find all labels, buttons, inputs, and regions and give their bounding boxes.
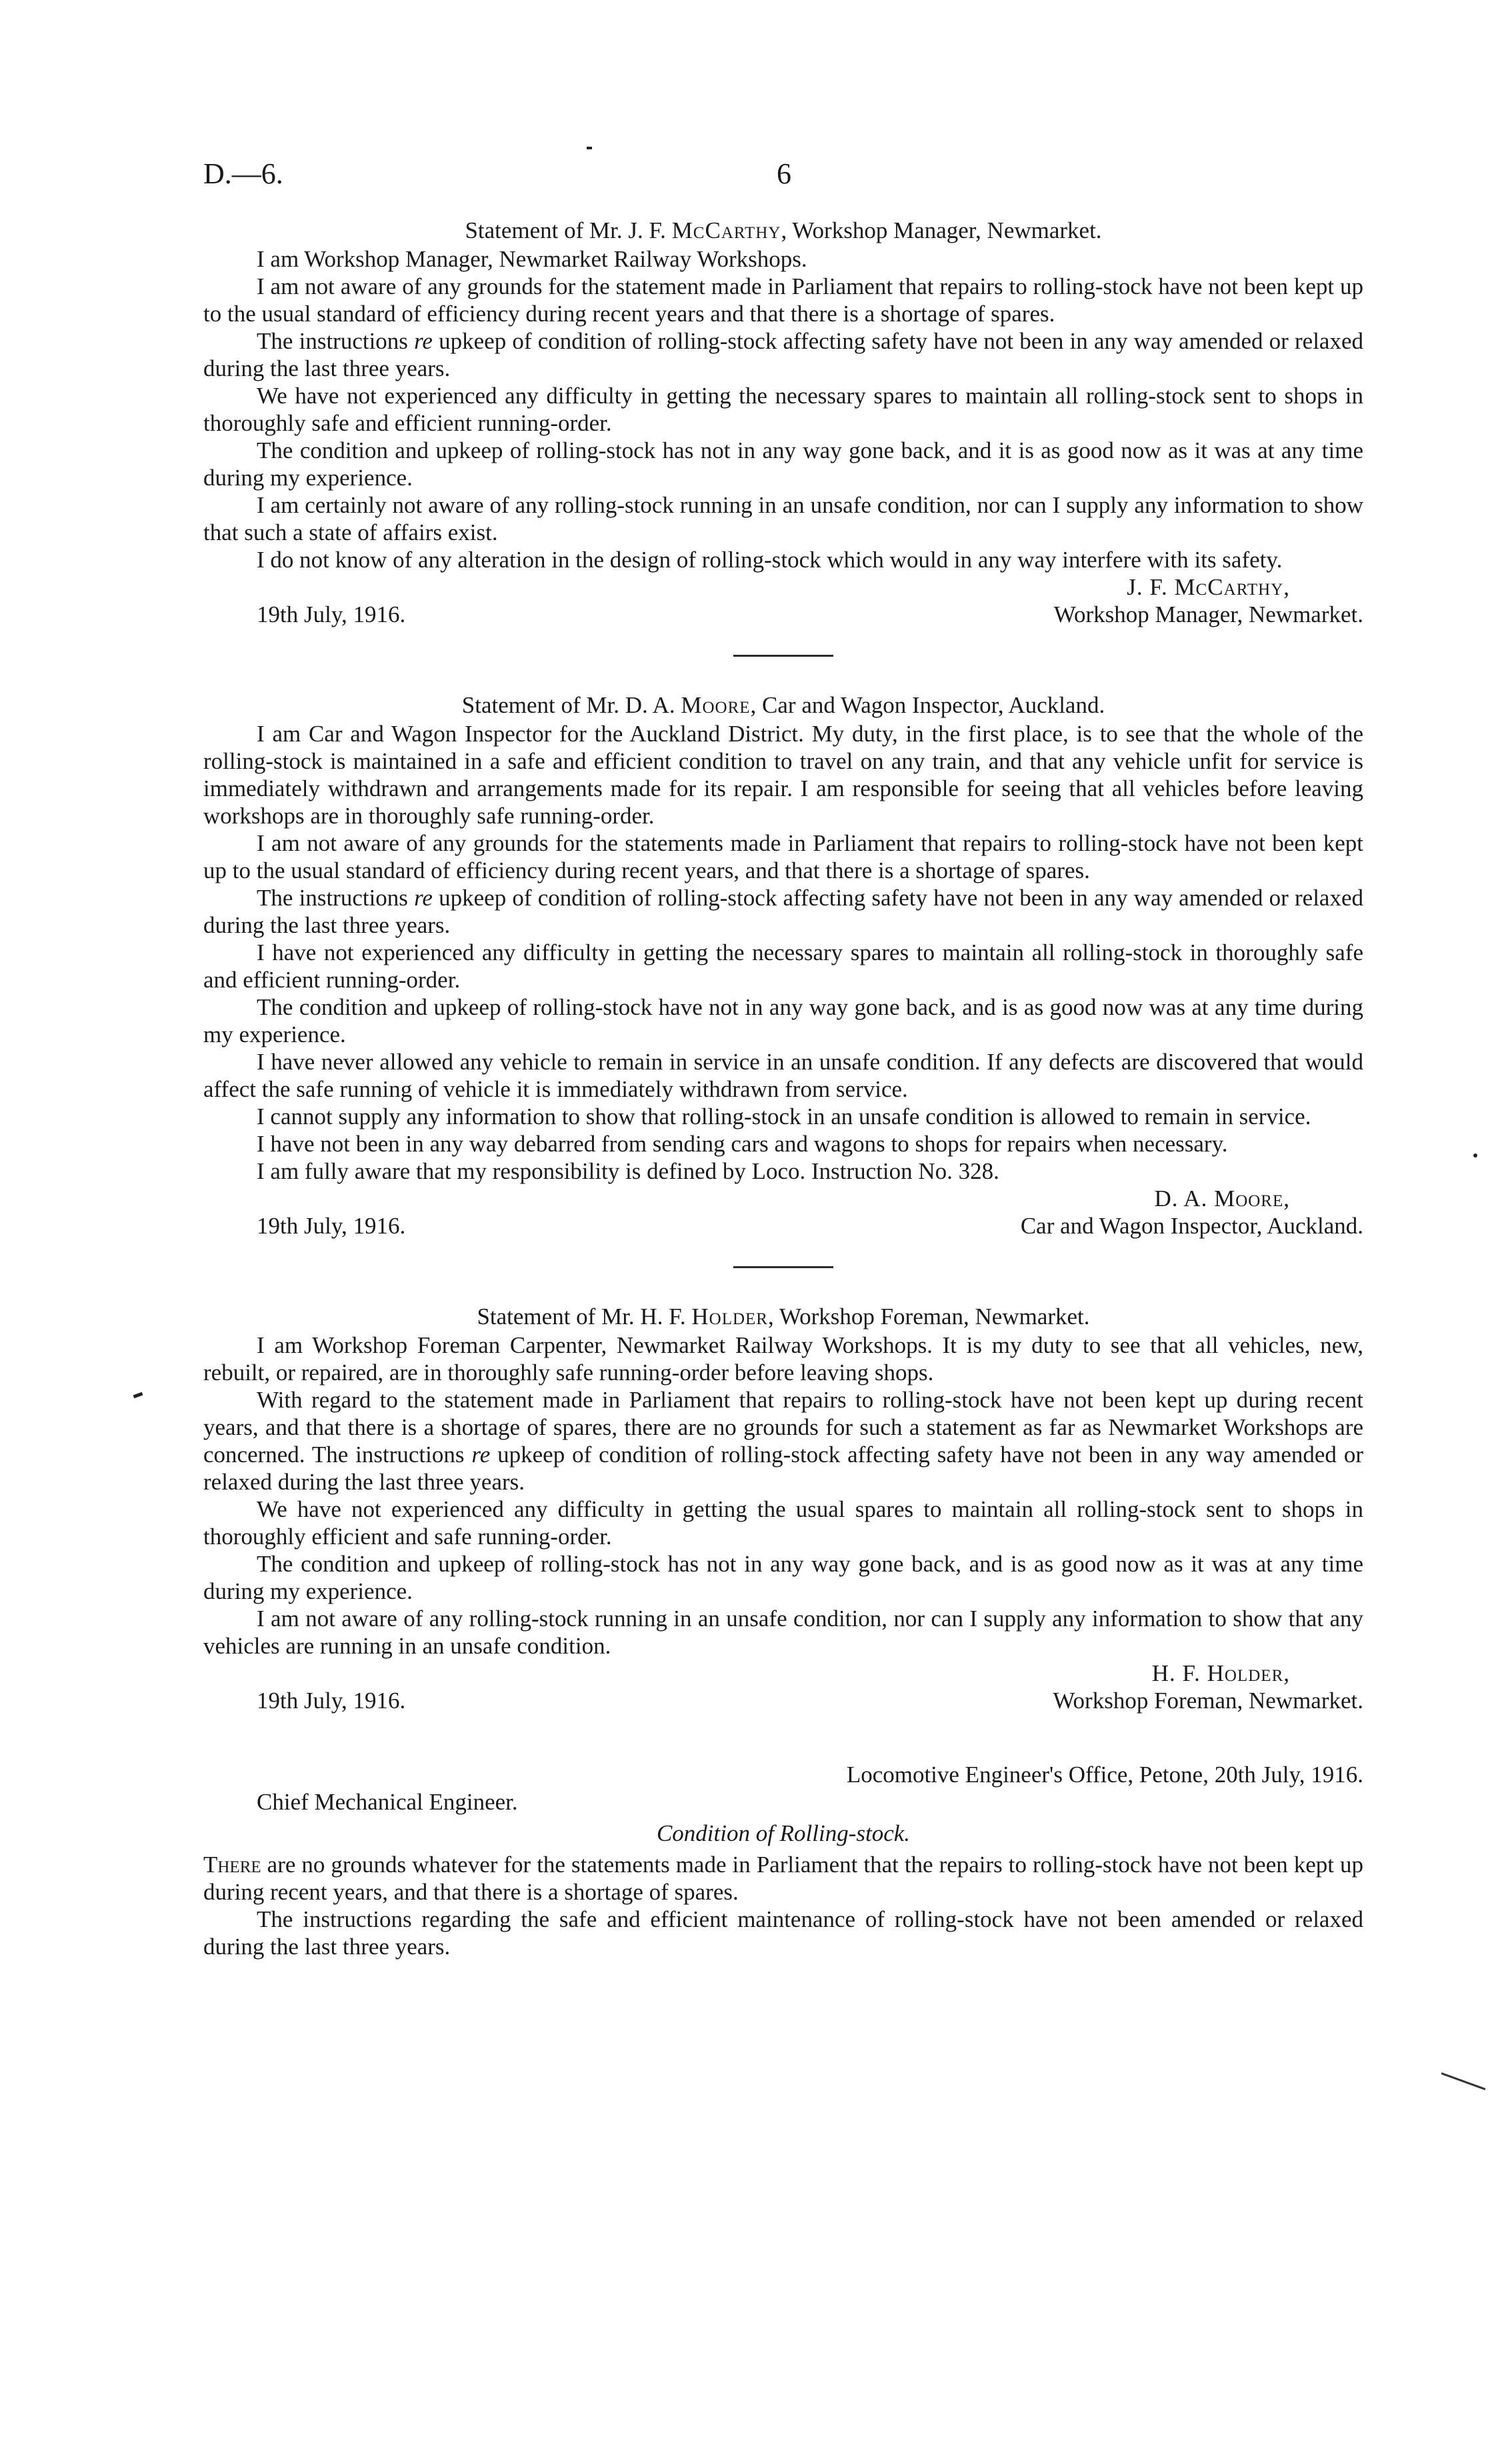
memo-subject: Condition of Rolling-stock. [656,1820,911,1846]
section-divider [733,655,833,657]
paragraph: I am Car and Wagon Inspector for the Auckland District. My duty, in the first place, is to see that the whole of the rolling-stock is maintained in a safe and efficient condition to travel on any train, and that any vehicle unfit for service is immediately withdrawn and arrangements made for its repair. I am responsible for seeing that all vehicles before leaving workshops are in thoroughly safe running-order. [203,721,1363,829]
statement-title [203,691,1363,719]
paragraph: The condition and upkeep of rolling-stock have not in any way gone back, and is as good now was at any time during my experience. [203,994,1363,1047]
stray-mark [1441,2072,1486,2090]
memo-office-line [203,1761,1363,1788]
page-header [203,157,1363,197]
paragraph: I do not know of any alteration in the design of rolling-stock which would in any way interfere with its safety. [257,547,1283,573]
text: upkeep of condition of rolling-stock affecting safety have not been in any way amended or relaxed during the last three years. [203,328,1363,381]
signatory-name-text: D. A. Moore, [1154,1185,1290,1211]
title-prefix: Statement of Mr. H. F. [477,1304,692,1330]
memo-addressee-row [203,1788,1363,1816]
office-date-line: Locomotive Engineer's Office, Petone, 20th July, 1916. [846,1762,1363,1788]
paragraph: We have not experienced any difficulty in getting the necessary spares to maintain all rolling-stock sent to shops in thoroughly safe and efficient running-order. [203,383,1363,436]
text: The instructions [257,885,415,911]
signatory-title: Workshop Foreman, Newmarket. [1053,1688,1363,1714]
paragraph: The condition and upkeep of rolling-stock has not in any way gone back, and is as good now as it was at any time during my experience. [203,1551,1363,1604]
statement-title [203,1303,1363,1330]
paragraph: I am not aware of any rolling-stock running in an unsafe condition, nor can I supply any information to show that any vehicles are running in an unsafe condition. [203,1606,1363,1659]
paragraph: I cannot supply any information to show that rolling-stock in an unsafe condition is allowed to remain in service. [257,1103,1311,1129]
paragraph [203,1386,1363,1496]
title-prefix: Statement of Mr. D. A. [461,692,681,718]
addressee: Chief Mechanical Engineer. [257,1789,518,1815]
paragraph: I am certainly not aware of any rolling-stock running in an unsafe condition, nor can I supply any information to show that such a state of affairs exist. [203,492,1363,545]
paragraph: I have not experienced any difficulty in getting the necessary spares to maintain all rolling-stock in thoroughly safe and efficient running-order. [203,939,1363,993]
signature-row [203,1212,1363,1240]
signatory-name [203,1660,1363,1687]
text: upkeep of condition of rolling-stock affecting safety have not been in any way amended or relaxed during the last three years. [203,885,1363,938]
paragraph: I am Workshop Manager, Newmarket Railway Workshops. [257,246,807,272]
statement-title [203,217,1363,244]
signatory-name-text: H. F. Holder, [1151,1660,1290,1686]
signatory-title: Workshop Manager, Newmarket. [1053,601,1363,627]
text: The instructions [257,328,415,354]
stray-mark [1473,1153,1477,1157]
stray-mark [133,1392,143,1398]
statement-holder [203,1303,1363,1714]
paragraph: I have never allowed any vehicle to remain in service in an unsafe condition. If any defects are discovered that would affect the safe running of vehicle it is immediately withdrawn from service. [203,1049,1363,1102]
title-prefix: Statement of Mr. J. F. [465,217,672,243]
memo-locomotive-engineer [203,1761,1363,1960]
statement-mccarthy [203,217,1363,628]
paragraph: I have not been in any way debarred from sending cars and wagons to shops for repairs when necessary. [257,1131,1228,1157]
title-suffix: , Workshop Foreman, Newmarket. [767,1304,1090,1330]
text: upkeep of condition of rolling-stock affecting safety have not been in any way amended or relaxed during the last three years. [203,1442,1363,1495]
title-suffix: , Workshop Manager, Newmarket. [781,217,1102,243]
document-reference: D.—6. [203,157,283,190]
title-suffix: , Car and Wagon Inspector, Auckland. [750,692,1105,718]
paragraph: I am Workshop Foreman Carpenter, Newmarket Railway Workshops. It is my duty to see that all vehicles, new, rebuilt, or repaired, are in thoroughly safe running-order before leaving shops. [203,1332,1363,1386]
stray-mark [587,147,592,149]
signatory-name-text: J. F. McCarthy, [1127,574,1290,600]
document-page [203,157,1363,1960]
signatory-name [203,573,1363,601]
page-number: 6 [777,157,791,190]
text: are no grounds whatever for the statements made in Parliament that the repairs to rolling-stock have not been kept up during recent years, and that there is a shortage of spares. [203,1852,1363,1905]
paragraph: I am not aware of any grounds for the statement made in Parliament that repairs to rolling-stock have not been kept up to the usual standard of efficiency during recent years and that there is a shortage of spares. [203,273,1363,327]
paragraph [203,1851,1363,1906]
lead-word: There [203,1852,261,1878]
section-divider [733,1266,833,1268]
title-name: Holder [691,1304,768,1330]
paragraph [203,327,1363,382]
signatory-name [203,1185,1363,1212]
statement-moore [203,691,1363,1240]
statement-date: 19th July, 1916. [257,601,406,627]
signature-row [203,601,1363,628]
paragraph [203,884,1363,939]
text-italic: re [414,885,433,911]
text-italic: re [414,328,433,354]
statement-date: 19th July, 1916. [257,1688,406,1714]
title-name: Moore [681,692,751,718]
paragraph: I am not aware of any grounds for the statements made in Parliament that repairs to rolling-stock have not been kept up to the usual standard of efficiency during recent years, and that there is a shortage of spares. [203,830,1363,883]
paragraph: We have not experienced any difficulty in getting the usual spares to maintain all rolling-stock sent to shops in thoroughly efficient and safe running-order. [203,1496,1363,1550]
paragraph: The instructions regarding the safe and efficient maintenance of rolling-stock have not been amended or relaxed during the last three years. [203,1906,1363,1960]
signature-row [203,1687,1363,1714]
text-italic: re [471,1442,491,1468]
text: With regard to the statement made in Parliament that repairs to rolling-stock have not been kept up during recent years, and that there is a shortage of spares, there are no grounds for such a statement as far as Newmarket Workshops are concerned. The instructions [203,1387,1363,1468]
paragraph: The condition and upkeep of rolling-stock has not in any way gone back, and it is as good now as it was at any time during my experience. [203,437,1363,491]
signatory-title: Car and Wagon Inspector, Auckland. [1020,1213,1363,1239]
paragraph: I am fully aware that my responsibility is defined by Loco. Instruction No. 328. [257,1158,999,1184]
statement-date: 19th July, 1916. [257,1213,406,1239]
title-name: McCarthy [671,217,781,243]
